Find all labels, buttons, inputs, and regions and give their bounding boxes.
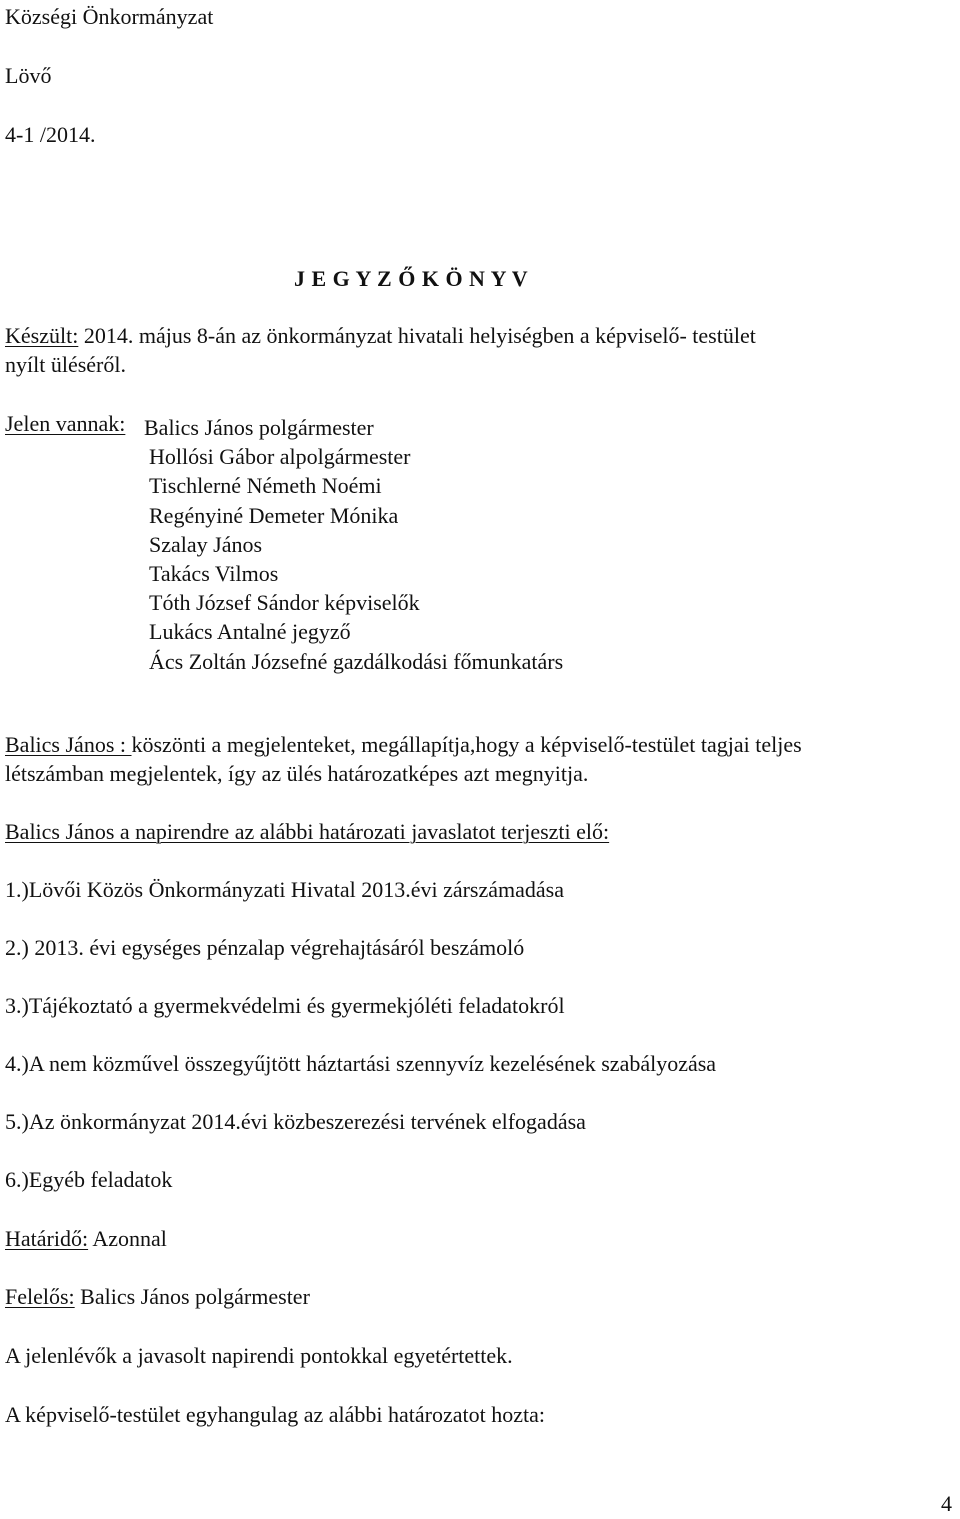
agenda-item: 1.)Lövői Közös Önkormányzati Hivatal 2013.évi zárszámadása: [5, 877, 564, 902]
present-line: [5, 413, 125, 435]
attendee-item: Takács Vilmos: [149, 561, 279, 587]
document-title: J E G Y Z Ő K Ö N Y V: [294, 266, 529, 291]
attendee-item: Hollósi Gábor alpolgármester: [149, 444, 411, 470]
opening-text: köszönti a megjelenteket, megállapítja,hogy a képviselő-testület tagjai teljes: [131, 732, 802, 757]
attendee-item: Balics János polgármester: [144, 415, 374, 440]
opening-line-2: létszámban megjelentek, így az ülés határozatképes azt megnyitja.: [5, 761, 589, 786]
prepared-text: 2014. május 8-án az önkormányzat hivatali helyiségben a képviselő- testület: [78, 323, 756, 348]
attendee-item: Szalay János: [149, 531, 263, 557]
deadline-line: [5, 1228, 167, 1250]
prepared-label: Készült:: [5, 323, 79, 348]
place-name: Lövő: [5, 63, 52, 88]
opening-speaker: Balics János :: [5, 732, 132, 757]
attendee-item: Tóth József Sándor képviselők: [149, 590, 420, 616]
closing-statement: A jelenlévők a javasolt napirendi pontokkal egyetértettek.: [5, 1343, 513, 1368]
attendee-list: [144, 413, 564, 676]
prepared-line: [5, 325, 756, 347]
agenda-item: 5.)Az önkormányzat 2014.évi közbeszerezési tervének elfogadása: [5, 1109, 586, 1134]
closing-statement: A képviselő-testület egyhangulag az alábbi határozatot hozta:: [5, 1402, 546, 1427]
opening-line: [5, 734, 802, 756]
attendee-item: Regényiné Demeter Mónika: [149, 502, 399, 528]
agenda-item: 3.)Tájékoztató a gyermekvédelmi és gyermekjóléti feladatokról: [5, 993, 565, 1018]
deadline-label: Határidő:: [5, 1226, 89, 1251]
responsible-value: Balics János polgármester: [74, 1284, 310, 1309]
attendee-item: Tischlerné Németh Noémi: [149, 473, 382, 499]
present-label: Jelen vannak:: [5, 411, 126, 436]
reference-number: 4-1 /2014.: [5, 122, 96, 147]
agenda-intro: Balics János a napirendre az alábbi határozati javaslatot terjeszti elő:: [5, 819, 610, 844]
agenda-item: 4.)A nem közművel összegyűjtött háztartási szennyvíz kezelésének szabályozása: [5, 1051, 717, 1076]
responsible-label: Felelős:: [5, 1284, 75, 1309]
prepared-line-2: nyílt üléséről.: [5, 352, 126, 377]
agenda-item: 2.) 2013. évi egységes pénzalap végrehajtásáról beszámoló: [5, 935, 525, 960]
attendee-item: Lukács Antalné jegyző: [149, 619, 351, 645]
deadline-value: Azonnal: [88, 1226, 167, 1251]
organization-name: Községi Önkormányzat: [5, 4, 214, 29]
attendee-item: Ács Zoltán Józsefné gazdálkodási főmunkatárs: [149, 648, 564, 674]
responsible-line: [5, 1286, 310, 1308]
agenda-item: 6.)Egyéb feladatok: [5, 1167, 173, 1192]
page-number: 4: [941, 1491, 952, 1516]
